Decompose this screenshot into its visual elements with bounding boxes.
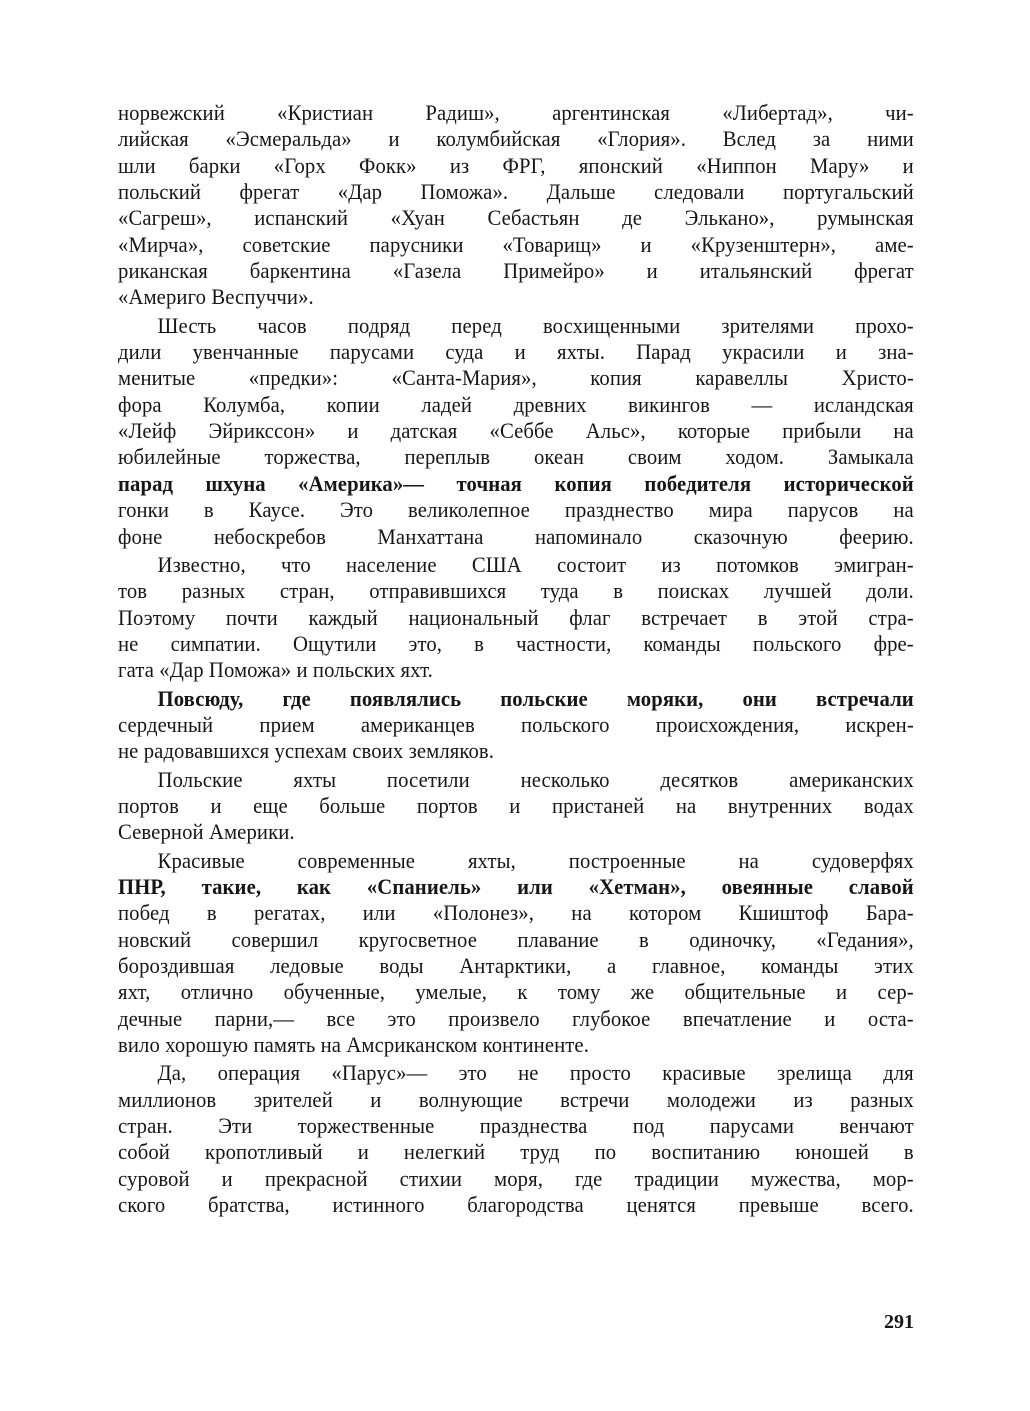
text-line: лийская «Эсмеральда» и колумбийская «Глория». Вслед за ними [118, 126, 914, 152]
text-line: «Лейф Эйрикссон» и датская «Себбе Альс», которые прибыли на [118, 418, 914, 444]
text-line: риканская баркентина «Газела Примейро» и итальянский фрегат [118, 258, 914, 284]
text-line: Северной Америки. [118, 819, 295, 845]
text-line: бороздившая ледовые воды Антарктики, а главное, команды этих [118, 953, 914, 978]
paragraph-7 [118, 1060, 914, 1218]
paragraph-4 [118, 686, 914, 765]
text-line: миллионов зрителей и волнующие встречи молодежи из разных [118, 1086, 914, 1112]
text-line: фоне небоскребов Манхаттана напоминало сказочную феерию. [118, 523, 914, 549]
text-line: «Америго Веспуччи». [118, 284, 314, 310]
text-line: собой кропотливый и нелегкий труд по воспитанию юношей в [118, 1139, 914, 1165]
page-body [118, 100, 914, 1218]
text-line: Повсюду, где появлялись польские моряки, они встречали [157, 685, 914, 711]
text-line: парад шхуна «Америка»— точная копия победителя исторической [118, 470, 914, 496]
text-line: юбилейные торжества, переплыв океан своим ходом. Замыкала [118, 444, 914, 470]
text-line: Известно, что население США состоит из потомков эмигран- [157, 551, 914, 577]
text-line: портов и еще больше портов и пристаней на внутренних водах [118, 792, 914, 818]
text-line: новский совершил кругосветное плавание в одиночку, «Гедания», [118, 926, 914, 952]
paragraph-3 [118, 552, 914, 684]
text-line: Польские яхты посетили несколько десятков американских [157, 766, 914, 792]
text-line: шли барки «Горх Фокк» из ФРГ, японский «Ниппон Мару» и [118, 152, 914, 178]
text-line: не симпатии. Ощутили это, в частности, команды польского фре- [118, 630, 914, 656]
text-line: вило хорошую память на Амсриканском континенте. [118, 1032, 589, 1058]
text-line: «Сагреш», испанский «Хуан Себастьян де Элькано», румынская [118, 205, 914, 231]
text-line: Да, операция «Парус»— это не просто красивые зрелища для [157, 1060, 914, 1086]
text-line: дечные парни,— все это произвело глубокое впечатление и оста- [118, 1005, 914, 1031]
text-line: менитые «предки»: «Санта-Мария», копия каравеллы Христо- [118, 365, 914, 391]
text-line: Красивые современные яхты, построенные на судоверфях [157, 847, 914, 873]
text-line: суровой и прекрасной стихии моря, где традиции мужества, мор- [118, 1165, 914, 1191]
text-line: побед в регатах, или «Полонез», на котором Кшиштоф Бара- [118, 900, 914, 926]
text-line: дили увенчанные парусами суда и яхты. Парад украсили и зна- [118, 339, 914, 365]
text-line: не радовавшихся успехам своих земляков. [118, 738, 495, 764]
text-line: Шесть часов подряд перед восхищенными зрителями прохо- [157, 312, 914, 338]
paragraph-1 [118, 100, 914, 311]
text-line: фора Колумба, копии ладей древних викингов — исландская [118, 391, 914, 417]
text-line: польский фрегат «Дар Поможа». Дальше следовали португальский [118, 179, 914, 205]
text-line: ПНР, такие, как «Спаниель» или «Хетман», овеянные славой [118, 873, 914, 899]
paragraph-6 [118, 848, 914, 1059]
text-line: гонки в Каусе. Это великолепное празднество мира парусов на [118, 497, 914, 523]
text-line: тов разных стран, отправившихся туда в поисках лучшей доли. [118, 578, 914, 604]
page-number: 291 [884, 1311, 914, 1333]
text-line: «Мирча», советские парусники «Товарищ» и «Крузенштерн», аме- [118, 231, 914, 257]
text-line: Поэтому почти каждый национальный флаг встречает в этой стра- [118, 604, 914, 630]
text-line: сердечный прием американцев польского происхождения, искрен- [118, 711, 914, 737]
text-line: стран. Эти торжественные празднества под парусами венчают [118, 1113, 914, 1139]
paragraph-2 [118, 313, 914, 550]
text-line: гата «Дар Поможа» и польских яхт. [118, 657, 433, 683]
text-line: ского братства, истинного благородства ценятся превыше всего. [118, 1192, 914, 1218]
text-line: яхт, отлично обученные, умелые, к тому же общительные и сер- [118, 979, 914, 1005]
text-line: норвежский «Кристиан Радиш», аргентинская «Либертад», чи- [118, 100, 914, 125]
paragraph-5 [118, 767, 914, 846]
